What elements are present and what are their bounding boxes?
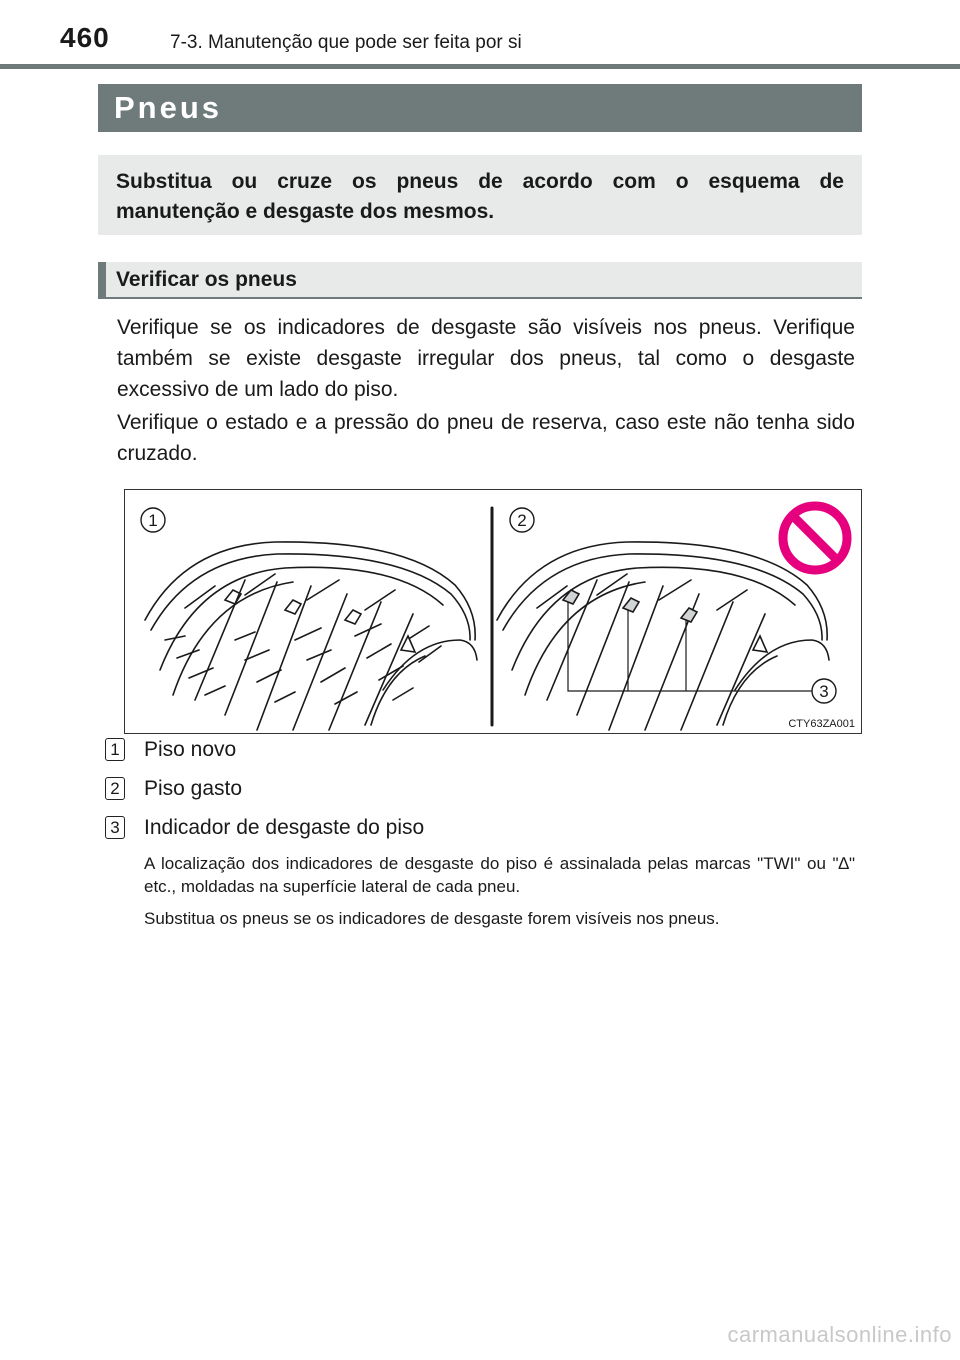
legend-label-2: Piso gasto: [144, 777, 243, 800]
legend-number-2: 2: [105, 777, 125, 800]
page-number: 460: [60, 22, 110, 53]
legend-label-1: Piso novo: [144, 738, 237, 761]
legend-label-3: Indicador de desgaste do piso: [144, 816, 425, 839]
note-2: Substitua os pneus se os indicadores de desgaste forem visíveis nos pneus.: [144, 909, 720, 928]
figure-code: CTY63ZA001: [788, 718, 855, 730]
tire-illustration: [125, 490, 861, 733]
new-tread-tire: [145, 542, 477, 730]
summary-line-2: manutenção e desgaste dos mesmos.: [116, 200, 495, 223]
subsection-title: Verificar os pneus: [98, 262, 862, 299]
prohibition-icon: [783, 506, 847, 570]
paragraph-2: Verifique o estado e a pressão do pneu de reserva, caso este não tenha sido cruzado.: [117, 411, 855, 465]
legend-number-3: 3: [105, 816, 125, 839]
callout-2: 2: [517, 511, 527, 530]
callout-1: 1: [148, 511, 158, 530]
callout-3: 3: [819, 682, 829, 701]
header-rule: [0, 64, 960, 69]
tire-tread-figure: [124, 489, 862, 734]
running-head: 7-3. Manutenção que pode ser feita por si: [170, 32, 522, 53]
note-1: A localização dos indicadores de desgaste do piso é assinalada pelas marcas "TWI" ou "∆" etc., moldadas na superfície lateral de cada pneu.: [144, 854, 855, 896]
summary-line-1: Substitua ou cruze os pneus de acordo com o esquema de: [116, 170, 844, 193]
section-title: Pneus: [98, 84, 862, 132]
paragraph-1: Verifique se os indicadores de desgaste são visíveis nos pneus. Verifique também se existe desgaste irregular dos pneus, tal como o desgaste excessivo de um lado do piso.: [117, 316, 855, 401]
worn-tread-tire: [497, 542, 829, 730]
section-summary: [98, 155, 862, 235]
legend-number-1: 1: [105, 738, 125, 761]
watermark: carmanualsonline.info: [727, 1322, 952, 1347]
